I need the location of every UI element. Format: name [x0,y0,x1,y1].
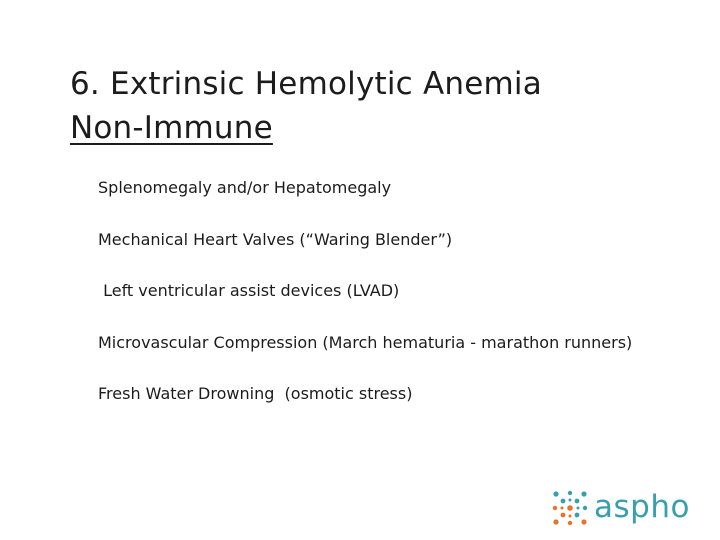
list-item: Fresh Water Drowning (osmotic stress) [98,384,413,403]
slide-title [70,62,542,150]
title-line-subtitle: Non-Immune [70,110,273,146]
aspho-logo [552,488,712,528]
list-item: Left ventricular assist devices (LVAD) [98,281,400,300]
title-line-main: 6. Extrinsic Hemolytic Anemia [70,66,542,102]
aspho-dot-cluster-icon [552,490,588,526]
bullet-list [98,176,632,434]
list-item: Microvascular Compression (March hematuria - marathon runners) [98,332,633,352]
list-item: Mechanical Heart Valves (“Waring Blender”) [98,229,453,249]
list-item: Splenomegaly and/or Hepatomegaly [98,178,392,197]
logo-wordmark: aspho [594,489,690,525]
